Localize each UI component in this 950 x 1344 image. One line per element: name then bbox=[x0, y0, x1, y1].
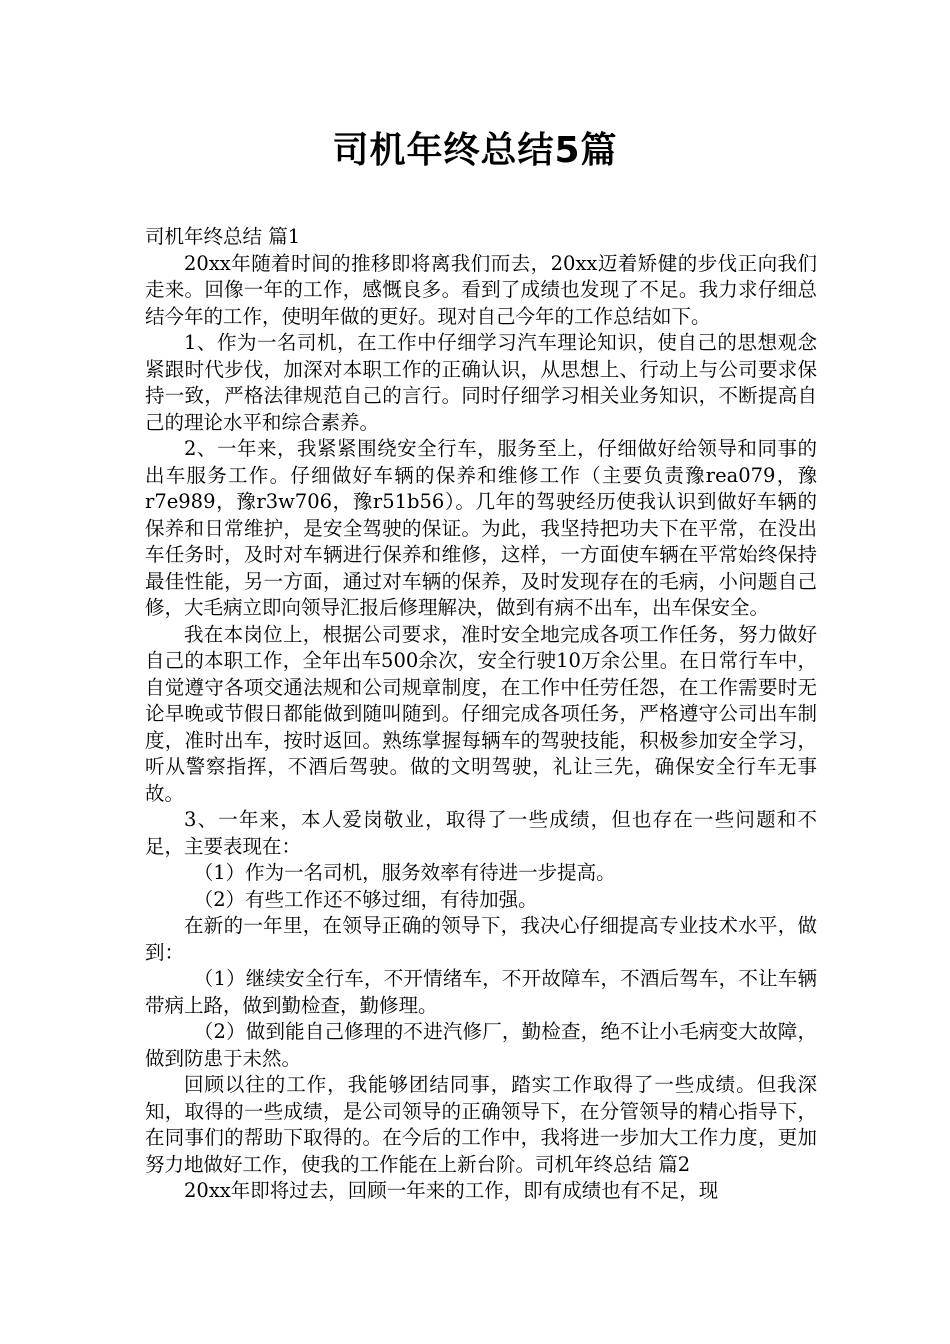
paragraph-point-2: 2、一年来，我紧紧围绕安全行车，服务至上，仔细做好给领导和同事的出车服务工作。仔细做好车辆的保养和维修工作（主要负责豫rea079，豫r7e989，豫r3w706，豫r51b56）。几年的驾驶经历使我认识到做好车辆的保养和日常维护，是安全驾驶的保证。为此，我坚持把功夫下在平常，在没出车任务时，及时对车辆进行保养和维修，这样，一方面使车辆在平常始终保持最佳性能，另一方面，通过对车辆的保养，及时发现存在的毛病，小问题自己修，大毛病立即向领导汇报后修理解决，做到有病不出车，出车保安全。 bbox=[145, 437, 817, 619]
section-heading: 司机年终总结 篇1 bbox=[145, 225, 301, 248]
document-body bbox=[145, 224, 817, 1205]
paragraph-section2-start: 20xx年即将过去，回顾一年来的工作，即有成绩也有不足，现 bbox=[184, 1179, 719, 1202]
paragraph-review: 回顾以往的工作，我能够团结同事，踏实工作取得了一些成绩。但我深知，取得的一些成绩，是公司领导的正确领导下，在分管领导的精心指导下，在同事们的帮助下取得的。在今后的工作中，我将进一步加大工作力度，更加努力地做好工作，使我的工作能在上新台阶。司机年终总结 篇2 bbox=[145, 1073, 817, 1176]
paragraph-point-3: 3、一年来，本人爱岗敬业，取得了一些成绩，但也存在一些问题和不足，主要表现在： bbox=[145, 808, 817, 858]
paragraph-goal-1: （1）继续安全行车，不开情绪车，不开故障车，不酒后驾车，不让车辆带病上路，做到勤检查，勤修理。 bbox=[145, 967, 817, 1017]
document-title: 司机年终总结5篇 bbox=[332, 130, 618, 171]
paragraph-goal-2: （2）做到能自己修理的不进汽修厂，勤检查，绝不让小毛病变大故障，做到防患于未然。 bbox=[145, 1020, 817, 1070]
paragraph-shortcoming-1: （1）作为一名司机，服务效率有待进一步提高。 bbox=[193, 861, 616, 884]
paragraph-new-year: 在新的一年里，在领导正确的领导下，我决心仔细提高专业技术水平，做到： bbox=[145, 914, 817, 964]
paragraph-duties: 我在本岗位上，根据公司要求，准时安全地完成各项工作任务，努力做好自己的本职工作，全年出车500余次，安全行驶10万余公里。在日常行车中，自觉遵守各项交通法规和公司规章制度，在工作中任劳任怨，在工作需要时无论早晚或节假日都能做到随叫随到。仔细完成各项任务，严格遵守公司出车制度，准时出车，按时返回。熟练掌握每辆车的驾驶技能，积极参加安全学习，听从警察指挥，不酒后驾驶。做的文明驾驶，礼让三先，确保安全行车无事故。 bbox=[145, 622, 817, 805]
paragraph-point-1: 1、作为一名司机，在工作中仔细学习汽车理论知识，使自己的思想观念紧跟时代步伐，加深对本职工作的正确认识，从思想上、行动上与公司要求保持一致，严格法律规范自己的言行。同时仔细学习相关业务知识，不断提高自己的理论水平和综合素养。 bbox=[145, 331, 817, 434]
paragraph-intro: 20xx年随着时间的推移即将离我们而去，20xx迈着矫健的步伐正向我们走来。回像一年的工作，感慨良多。看到了成绩也发现了不足。我力求仔细总结今年的工作，使明年做的更好。现对自己今年的工作总结如下。 bbox=[145, 251, 817, 328]
paragraph-shortcoming-2: （2）有些工作还不够过细，有待加强。 bbox=[193, 887, 538, 911]
